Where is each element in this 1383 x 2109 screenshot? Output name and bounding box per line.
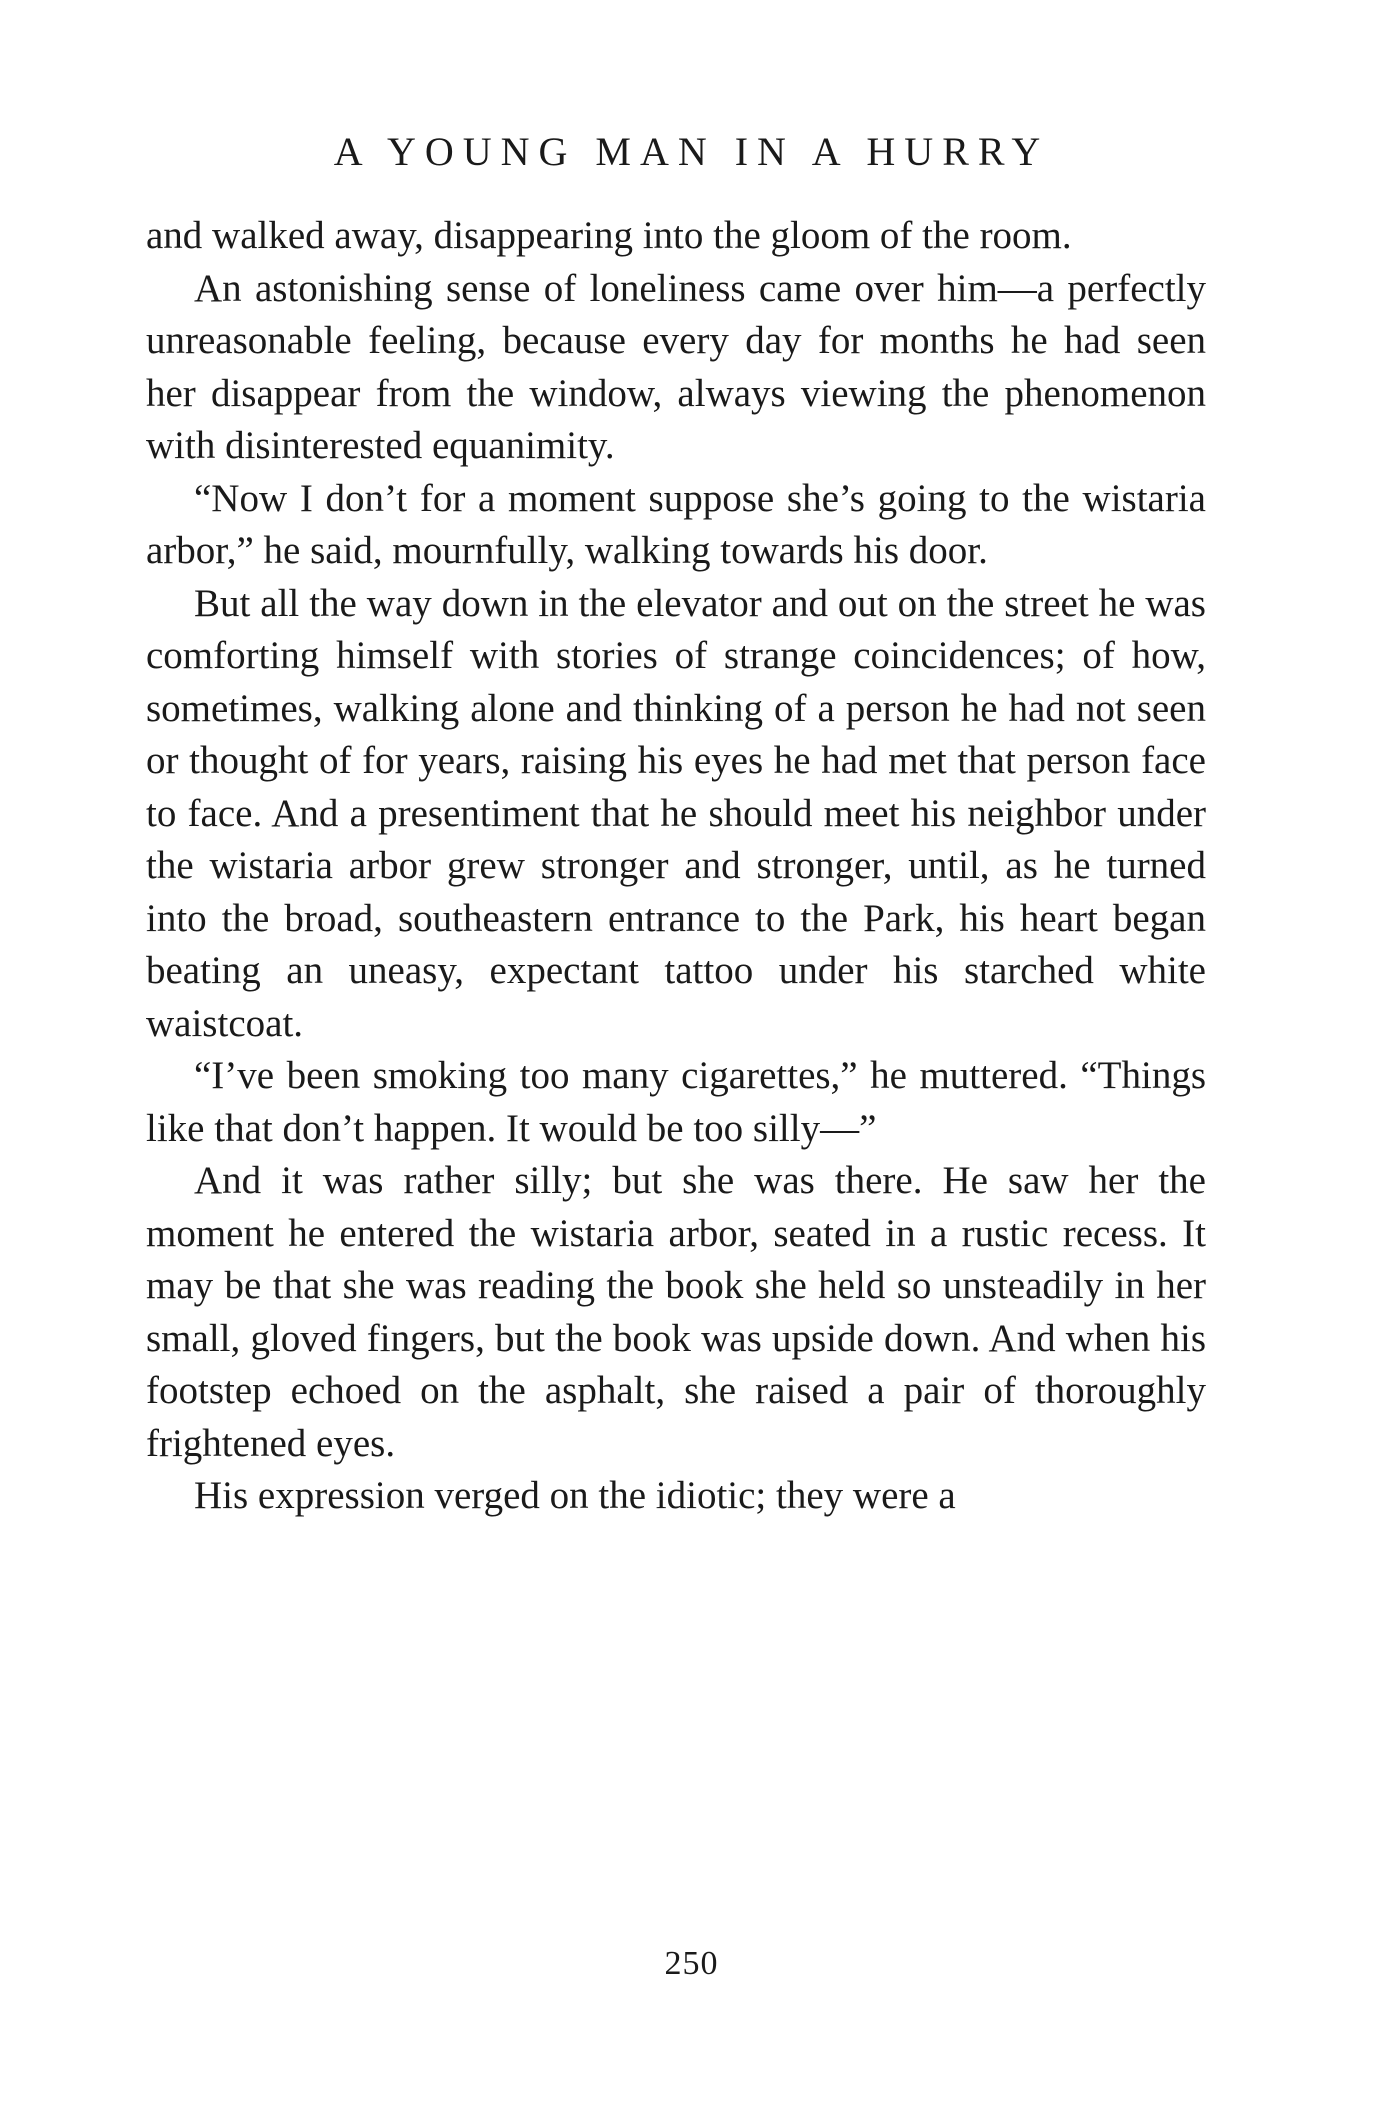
paragraph: His expression verged on the idiotic; they were a [194,1474,956,1517]
running-head: A YOUNG MAN IN A HURRY [333,129,1050,174]
body-text [146,210,1206,1523]
paragraph: An astonishing sense of loneliness came over him—a perfectly unreasonable feeling, because every day for months he had seen her disappear from the window, always viewing the phenomenon with disinterested equanimity. [146,266,1206,467]
paragraph: And it was rather silly; but she was there. He saw her the moment he entered the wistaria arbor, seated in a rustic recess. It may be that she was reading the book she held so unsteadily in her small, gloved fingers, but the book was upside down. And when his footstep echoed on the asphalt, she raised a pair of thoroughly frightened eyes. [146,1159,1206,1465]
paragraph: and walked away, disappearing into the gloom of the room. [146,214,1072,257]
page-number: 250 [664,1945,719,1982]
paragraph: “Now I don’t for a moment suppose she’s going to the wistaria arbor,” he said, mournfully, walking towards his door. [146,476,1206,572]
paragraph: “I’ve been smoking too many cigarettes,” he muttered. “Things like that don’t happen. It would be too silly—” [146,1054,1206,1150]
paragraph: But all the way down in the elevator and out on the street he was comforting himself with stories of strange coincidences; of how, sometimes, walking alone and thinking of a person he had not seen or thought of for years, raising his eyes he had met that person face to face. And a presentiment that he should meet his neighbor under the wistaria arbor grew stronger and stronger, until, as he turned into the broad, southeastern entrance to the Park, his heart began beating an uneasy, expectant tattoo under his starched white waistcoat. [146,581,1206,1045]
